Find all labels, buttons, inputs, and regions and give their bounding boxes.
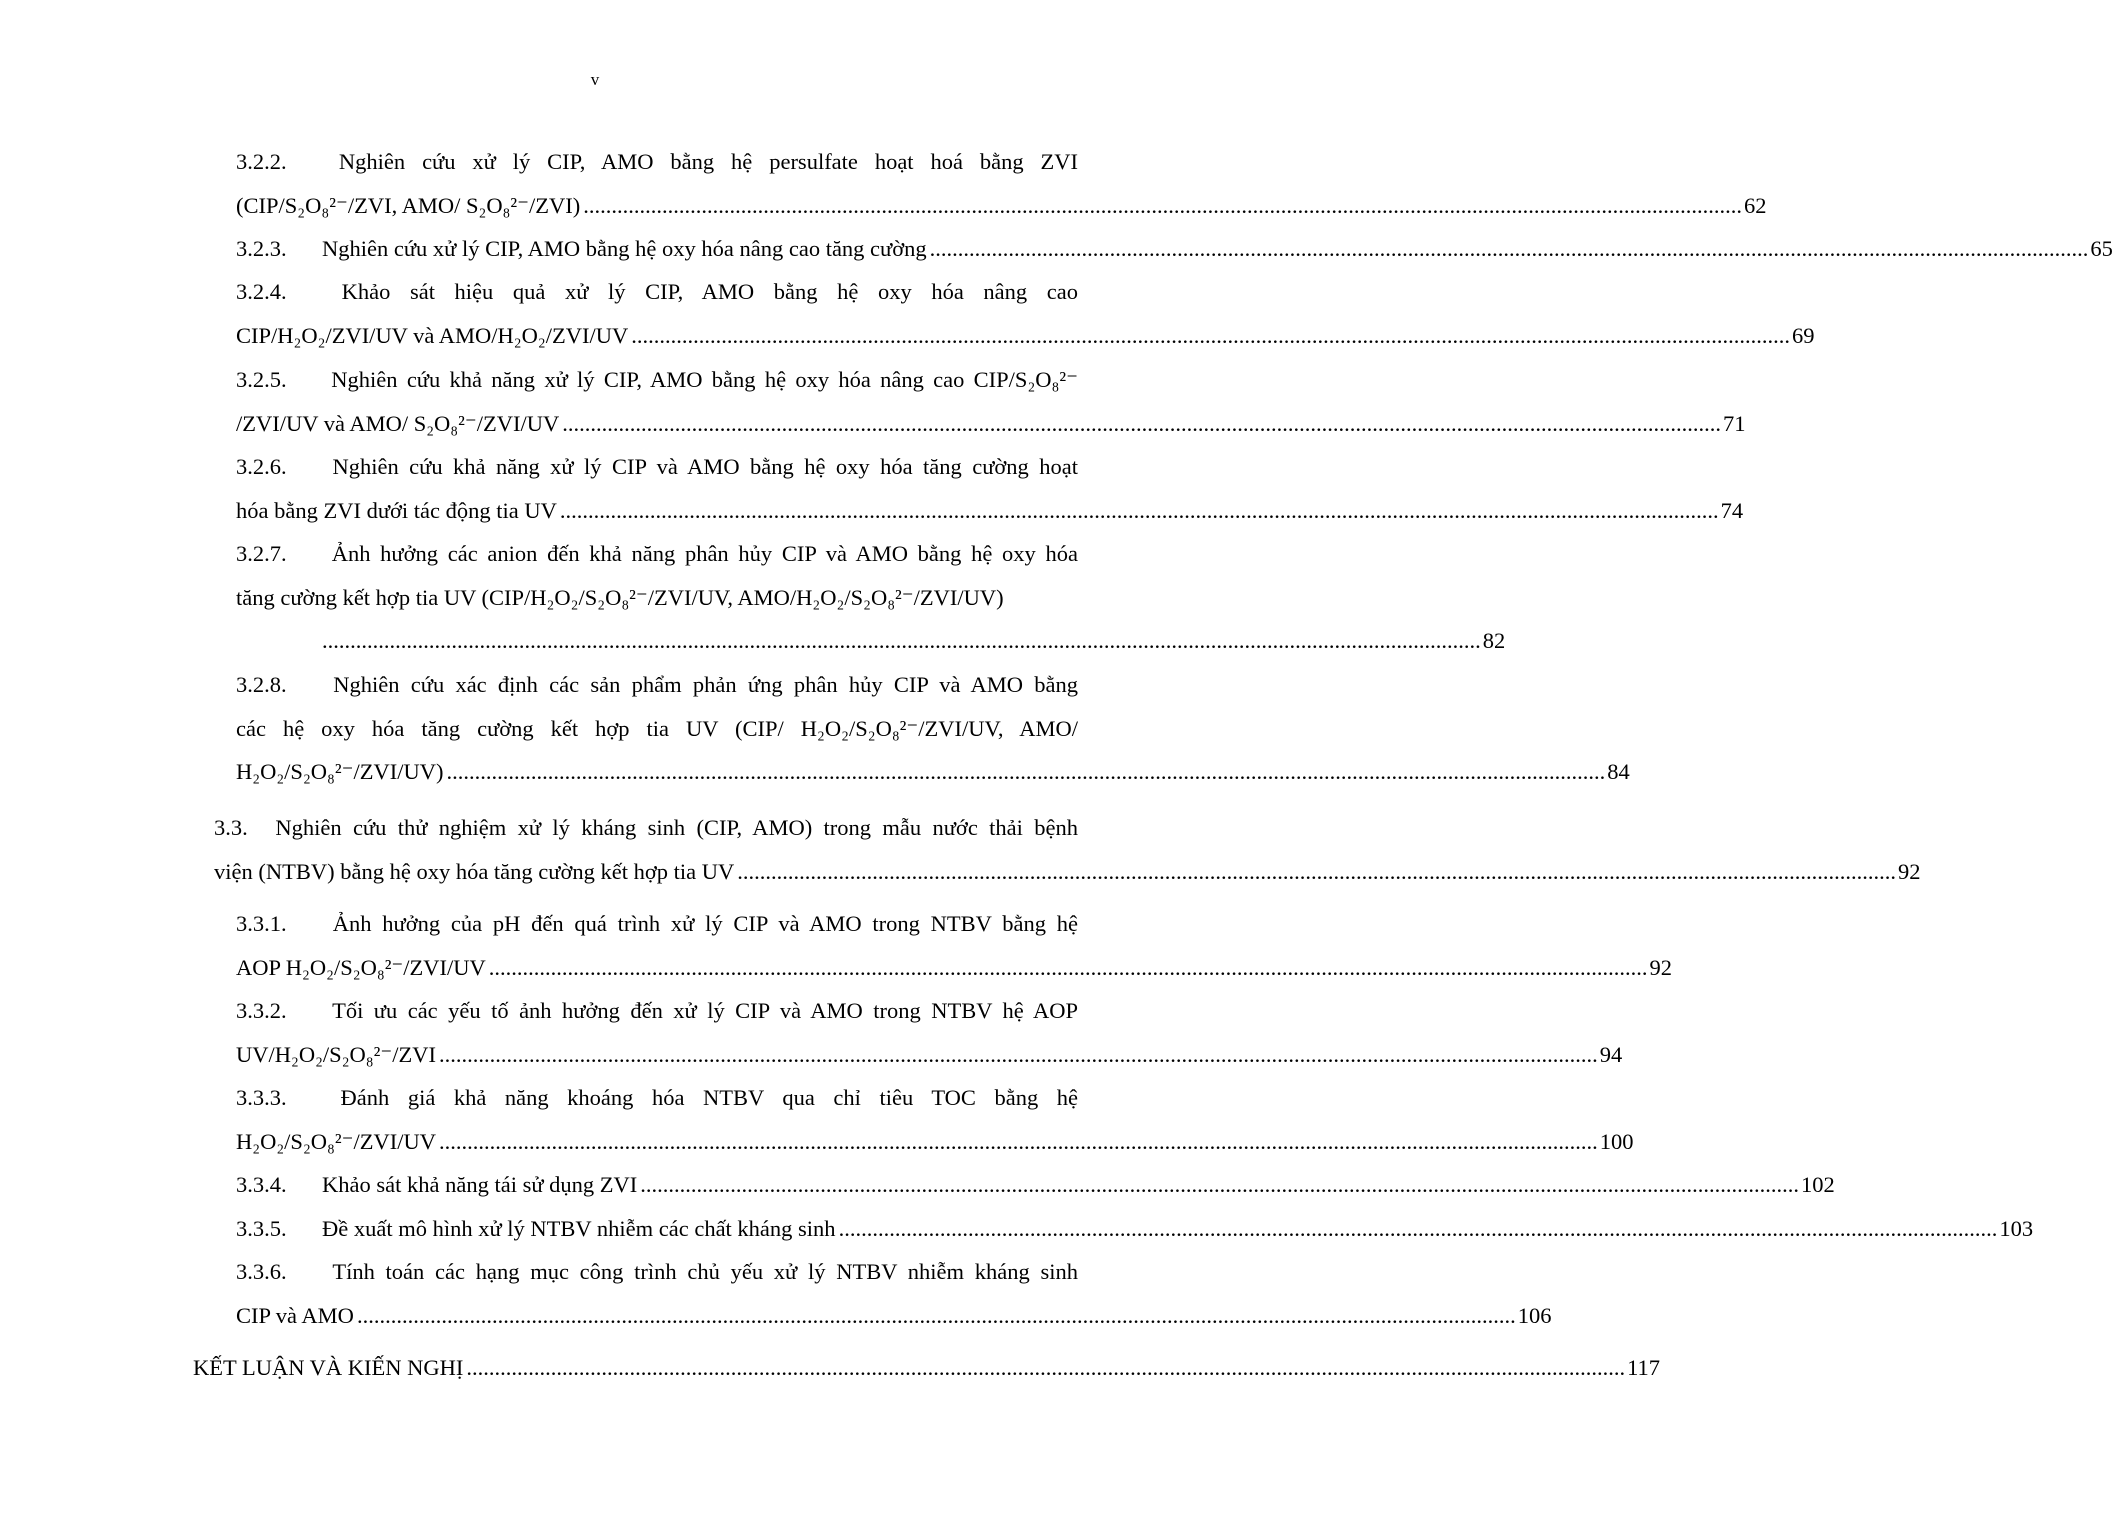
toc-leader: .............................................................................................................................................................................................................. — [466, 1355, 1626, 1380]
toc-title: Tính toán các hạng mục công trình chủ yếu xử lý NTBV nhiễm kháng sinh — [332, 1259, 1078, 1284]
toc-number: 3.3.6. — [236, 1259, 287, 1284]
toc-number: 3.2.5. — [236, 367, 287, 392]
toc-leader: .............................................................................................................................................................................................................. — [838, 1216, 1998, 1241]
toc-entry-3-2-2[interactable] — [236, 140, 1767, 227]
toc-title: Ảnh hưởng của pH đến quá trình xử lý CIP và AMO trong NTBV bằng hệ — [332, 911, 1079, 936]
toc-leader: .............................................................................................................................................................................................................. — [559, 497, 1719, 523]
toc-leader: .............................................................................................................................................................................................................. — [439, 1128, 1598, 1154]
toc-page: 74 — [1720, 497, 1744, 523]
toc-title-cont: CIP/H₂O₂/ZVI/UV và AMO/H₂O₂/ZVI/UV — [236, 322, 629, 348]
toc-page: 65 — [2090, 236, 2113, 261]
toc-title: Nghiên cứu khả năng xử lý CIP và AMO bằng hệ oxy hóa tăng cường hoạt — [332, 454, 1078, 479]
toc-page: 117 — [1627, 1355, 1661, 1380]
toc-entry-3-2-6[interactable] — [236, 445, 1744, 532]
toc-number: 3.3.4. — [236, 1172, 287, 1197]
toc-title-cont: hóa bằng ZVI dưới tác động tia UV — [236, 497, 557, 523]
toc-number: 3.2.8. — [236, 672, 287, 697]
toc-page: 103 — [1999, 1216, 2034, 1241]
toc-title: Tối ưu các yếu tố ảnh hưởng đến xử lý CIP và AMO trong NTBV hệ AOP — [332, 998, 1079, 1023]
toc-page: 92 — [1649, 954, 1673, 980]
toc-title: Nghiên cứu thử nghiệm xử lý kháng sinh (CIP, AMO) trong mẫu nước thải bệnh — [275, 815, 1078, 840]
toc-title-cont: (CIP/S₂O₈²⁻/ZVI, AMO/ S₂O₈²⁻/ZVI) — [236, 192, 581, 218]
toc-number: 3.3. — [214, 815, 248, 840]
toc-number: 3.2.2. — [236, 149, 287, 174]
toc-title-cont: tăng cường kết hợp tia UV (CIP/H₂O₂/S₂O₈²⁻/ZVI/UV, AMO/H₂O₂/S₂O₈²⁻/ZVI/UV) — [236, 584, 1004, 610]
toc-title-cont: UV/H₂O₂/S₂O₈²⁻/ZVI — [236, 1041, 436, 1067]
page-number: v — [590, 70, 600, 89]
toc-leader: .............................................................................................................................................................................................................. — [446, 759, 1606, 784]
toc-title-cont: H₂O₂/S₂O₈²⁻/ZVI/UV — [236, 1128, 436, 1154]
toc-leader: .............................................................................................................................................................................................................. — [583, 192, 1743, 218]
toc-entry-3-3-1[interactable] — [236, 902, 1673, 989]
toc-title-cont: viện (NTBV) bằng hệ oxy hóa tăng cường kết hợp tia UV — [214, 858, 735, 884]
toc-number: 3.2.4. — [236, 279, 287, 304]
toc-entry-3-2-4[interactable] — [236, 270, 1815, 357]
toc-title-cont: AOP H₂O₂/S₂O₈²⁻/ZVI/UV — [236, 954, 486, 980]
toc-entry-conclusion[interactable] — [193, 1346, 1661, 1390]
toc-title: Khảo sát hiệu quả xử lý CIP, AMO bằng hệ oxy hóa nâng cao — [341, 279, 1078, 304]
toc-title-cont: các hệ oxy hóa tăng cường kết hợp tia UV (CIP/ H₂O₂/S₂O₈²⁻/ZVI/UV, AMO/ — [236, 715, 1078, 741]
toc-page: 100 — [1599, 1128, 1634, 1154]
toc-entry-3-2-7[interactable] — [236, 532, 1506, 663]
toc-title-cont-2: H₂O₂/S₂O₈²⁻/ZVI/UV) — [236, 759, 444, 784]
toc-page: 106 — [1517, 1302, 1552, 1328]
toc-entry-3-2-3[interactable] — [236, 227, 2113, 271]
toc-entry-3-3-3[interactable] — [236, 1076, 1634, 1163]
toc-leader: .............................................................................................................................................................................................................. — [640, 1172, 1800, 1197]
toc-leader: .............................................................................................................................................................................................................. — [631, 322, 1790, 348]
toc-title: Nghiên cứu xử lý CIP, AMO bằng hệ oxy hóa nâng cao tăng cường — [322, 236, 927, 261]
toc-entry-3-3-4[interactable] — [236, 1163, 1835, 1207]
toc-page: 82 — [1482, 628, 1506, 653]
toc-number: 3.3.5. — [236, 1216, 287, 1241]
toc-page: 69 — [1791, 322, 1815, 348]
toc-title-cont: /ZVI/UV và AMO/ S₂O₈²⁻/ZVI/UV — [236, 410, 560, 436]
toc-entry-3-2-5[interactable] — [236, 358, 1746, 445]
toc-page: 71 — [1723, 410, 1746, 436]
toc-leader: .............................................................................................................................................................................................................. — [929, 236, 2089, 261]
toc-entry-3-3-5[interactable] — [236, 1207, 2034, 1251]
toc-page: 94 — [1599, 1041, 1623, 1067]
toc-number: 3.2.3. — [236, 236, 287, 261]
toc-leader: .............................................................................................................................................................................................................. — [356, 1302, 1516, 1328]
toc-number: 3.3.3. — [236, 1085, 287, 1110]
toc-leader: .............................................................................................................................................................................................................. — [322, 628, 1481, 653]
toc-leader: .............................................................................................................................................................................................................. — [737, 858, 1896, 884]
toc-number: 3.2.7. — [236, 541, 287, 566]
toc-title: Đánh giá khả năng khoáng hóa NTBV qua chỉ tiêu TOC bằng hệ — [340, 1085, 1078, 1110]
toc-leader: .............................................................................................................................................................................................................. — [562, 410, 1722, 436]
toc-title: Nghiên cứu xử lý CIP, AMO bằng hệ persulfate hoạt hoá bằng ZVI — [338, 149, 1078, 174]
toc-page: 62 — [1744, 192, 1767, 218]
toc-page: 84 — [1607, 759, 1630, 784]
toc-leader: .............................................................................................................................................................................................................. — [439, 1041, 1598, 1067]
toc-number: 3.3.1. — [236, 911, 287, 936]
toc-page: 102 — [1801, 1172, 1835, 1197]
toc-title: Nghiên cứu khả năng xử lý CIP, AMO bằng hệ oxy hóa nâng cao CIP/S₂O₈²⁻ — [331, 367, 1078, 392]
toc-title: Khảo sát khả năng tái sử dụng ZVI — [322, 1172, 638, 1197]
toc-entry-3-3-6[interactable] — [236, 1250, 1552, 1337]
toc-title-cont: CIP và AMO — [236, 1302, 354, 1328]
toc-title: KẾT LUẬN VÀ KIẾN NGHỊ — [193, 1355, 464, 1380]
toc-title: Đề xuất mô hình xử lý NTBV nhiễm các chất kháng sinh — [322, 1216, 836, 1241]
toc-entry-3-2-8[interactable] — [236, 663, 1630, 794]
toc-entry-3-3-2[interactable] — [236, 989, 1623, 1076]
toc-number: 3.2.6. — [236, 454, 287, 479]
toc-leader: .............................................................................................................................................................................................................. — [488, 954, 1648, 980]
toc-page: 92 — [1898, 858, 1921, 884]
toc-title: Ảnh hưởng các anion đến khả năng phân hủy CIP và AMO bằng hệ oxy hóa — [331, 541, 1079, 566]
toc-number: 3.3.2. — [236, 998, 287, 1023]
toc-entry-3-3[interactable] — [214, 806, 1921, 893]
toc-title: Nghiên cứu xác định các sản phẩm phản ứng phân hủy CIP và AMO bằng — [333, 672, 1079, 697]
